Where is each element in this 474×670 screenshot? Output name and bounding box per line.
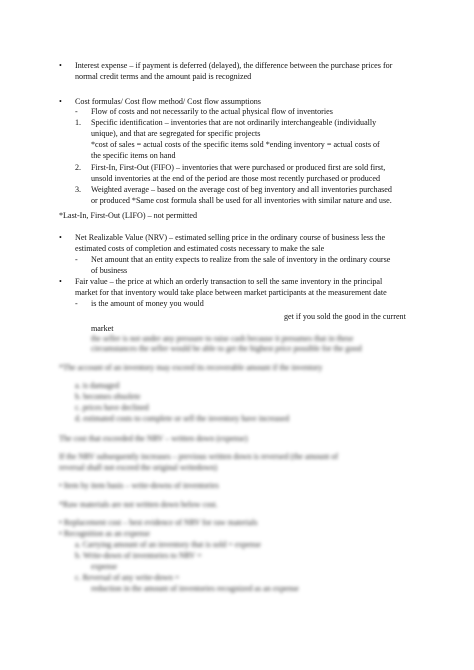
dash-marker: -	[75, 107, 78, 116]
text-line: Flow of costs and not necessarily to the actual physical flow of inventories	[91, 107, 333, 116]
text-line: First-In, First-Out (FIFO) – inventories that were purchased or produced first are sold first,	[91, 163, 386, 172]
blurred-line: a. is damaged	[75, 381, 120, 390]
text-line: Fair value – the price at which an orderly transaction to sell the same inventory in the principal	[75, 277, 383, 286]
text-line: is the amount of money you would	[91, 299, 204, 308]
blurred-line: circumstances the seller would be able to get the highest price possible for the good	[91, 344, 362, 353]
list-number: 2.	[75, 163, 82, 172]
text-line: the specific items on hand	[91, 151, 176, 160]
bullet: •	[59, 233, 62, 242]
blurred-line: c. prices have declined	[75, 403, 149, 412]
text-line: unique), and that are segregated for specific projects	[91, 129, 261, 138]
blurred-line: b. becomes obsolete	[75, 392, 141, 401]
blurred-line: the seller is not under any pressure to raise cash because it presumes that in these	[91, 334, 354, 343]
text-line: market for that inventory would take place between market participants at the measurement date	[75, 288, 387, 297]
text-line: Weighted average – based on the average cost of beg inventory and all inventories purchased	[91, 185, 392, 194]
blurred-line: reduction in the amount of inventories recognized as an expense	[91, 584, 299, 593]
text-line: market	[91, 324, 114, 333]
text-line: unsold inventories at the end of the period are those most recently purchased or produced	[91, 174, 381, 183]
text-line: get if you sold the good in the current	[284, 312, 406, 321]
text-line: Interest expense – if payment is deferred (delayed), the difference between the purchase prices for	[75, 61, 393, 70]
blurred-line: b. Write-down of inventories to NRV =	[75, 551, 202, 560]
text-line: *cost of sales = actual costs of the specific items sold *ending inventory = actual costs of	[91, 140, 380, 149]
text-line: Net Realizable Value (NRV) – estimated selling price in the ordinary course of business less the	[75, 233, 386, 242]
blurred-line: a. Carrying amount of an inventory that is sold = expense	[75, 540, 261, 549]
text-line: or produced *Same cost formula shall be used for all inventories with similar nature and use.	[91, 196, 392, 205]
dash-marker: -	[75, 255, 78, 264]
list-number: 3.	[75, 185, 82, 194]
text-line: Specific identification – inventories that are not ordinarily interchangeable (individually	[91, 118, 377, 127]
text-line: Net amount that an entity expects to realize from the sale of inventory in the ordinary course	[91, 255, 391, 264]
blurred-line: If the NRV subsequently increases – previous written down is reversed (the amount of	[59, 452, 339, 461]
blurred-line: • Replacement cost – best evidence of NRV for raw materials	[59, 518, 258, 527]
blurred-line: • Recognition as an expense	[59, 529, 150, 538]
section-heading: Cost formulas/ Cost flow method/ Cost flow assumptions	[75, 97, 261, 106]
blurred-line: expense	[91, 562, 118, 571]
bullet: •	[59, 61, 62, 70]
list-number: 1.	[75, 118, 82, 127]
text-line: of business	[91, 266, 128, 275]
blurred-line: reversal shall not exceed the original writedown)	[59, 463, 218, 472]
blurred-line: c. Reversal of any write-down =	[75, 573, 180, 582]
bullet: •	[59, 97, 62, 106]
blurred-line: *Raw materials are not written down below cost.	[59, 500, 218, 509]
blurred-line: d. estimated costs to complete or sell the inventory have increased	[75, 414, 290, 423]
blurred-line: *The account of an inventory may exceed its recoverable amount if the inventory	[59, 363, 323, 372]
blurred-line: • Item by item basis – write-downs of inventories	[59, 481, 219, 490]
text-line: normal credit terms and the amount paid is recognized	[75, 72, 252, 81]
blurred-line: The cost that exceeded the NRV – written down (expense)	[59, 434, 248, 443]
text-line: estimated costs of completion and estimated costs necessary to make the sale	[75, 244, 325, 253]
dash-marker: -	[75, 299, 78, 308]
bullet: •	[59, 277, 62, 286]
lifo-note: *Last-In, First-Out (LIFO) – not permitted	[59, 211, 198, 220]
